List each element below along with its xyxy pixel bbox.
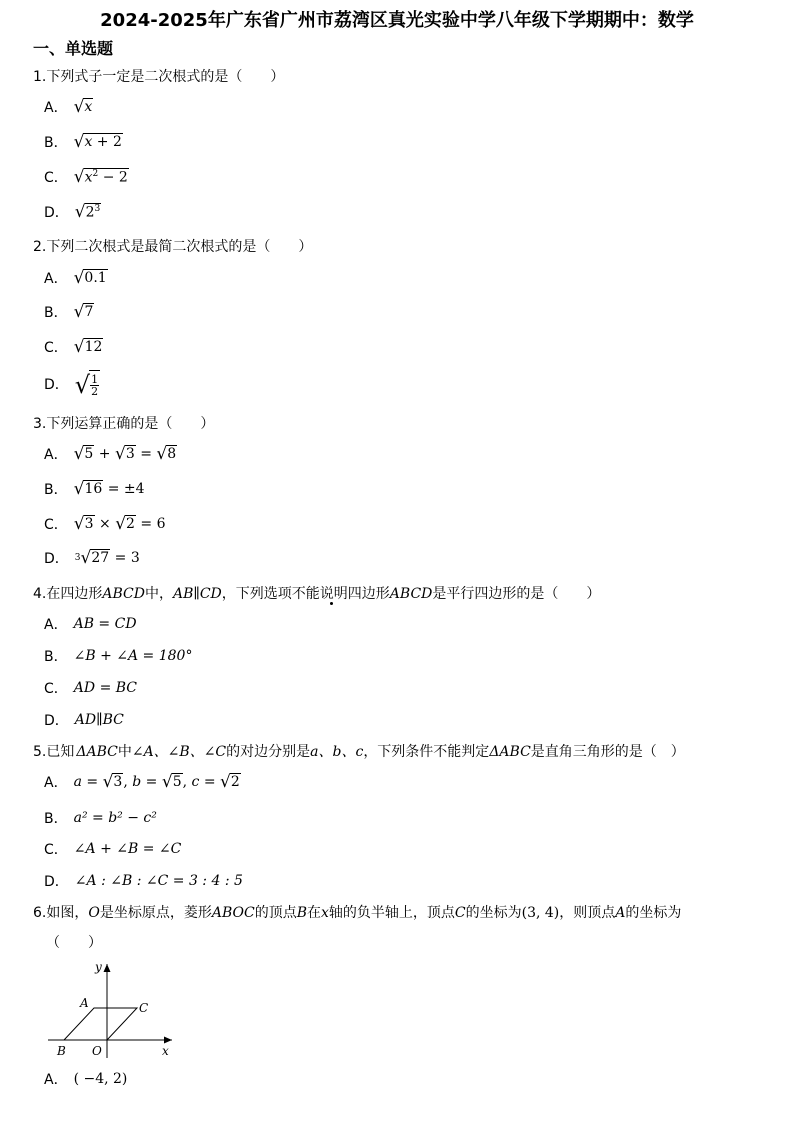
math-expression: (3, 4) (521, 905, 560, 921)
option-label: A． (44, 447, 68, 463)
q3-option-b[interactable] (44, 479, 145, 499)
page-title: 2024-2025年广东省广州市荔湾区真光实验中学八年级下学期期中：数学 (100, 10, 694, 31)
math-expression: √ x (73, 96, 93, 117)
math-expression: ∠A : ∠B : ∠C = 3 : 4 : 5 (74, 873, 243, 889)
y-axis-arrow (104, 964, 111, 972)
option-label: D． (44, 376, 69, 393)
stem-text: 5.已知 (33, 744, 75, 760)
stem-text: 是坐标原点，菱形 (99, 905, 212, 921)
option-label: C． (44, 170, 68, 186)
math-expression: ΔABC (76, 744, 118, 760)
math-expression: √ $x^2 - 2$ (73, 166, 128, 187)
math-expression: √ $2^3$ (74, 201, 101, 222)
option-label: C． (44, 681, 68, 697)
math-expression: O (88, 905, 100, 921)
math-expression: a² = b² − c² (73, 810, 157, 826)
q5-option-b[interactable] (44, 808, 157, 828)
stem-text: ，下列条件不能判定 (363, 744, 490, 760)
stem-text: 轴的负半轴上，顶点 (328, 905, 455, 921)
stem-text: ，则顶点 (559, 905, 616, 921)
option-label: C． (44, 517, 68, 533)
emphasis-dot (330, 602, 333, 605)
section-heading: 一、单选题 (33, 39, 114, 58)
option-label: A． (44, 1072, 68, 1088)
math-expression: √ $\frac{1}{2}$ (74, 371, 99, 399)
stem-text: 4.在四边形 (33, 586, 103, 602)
y-axis-label: y (95, 960, 102, 974)
option-label: D． (44, 713, 69, 729)
q3-option-d[interactable] (44, 548, 140, 568)
q6-option-a[interactable] (44, 1069, 127, 1089)
math-expression: ABOC (211, 905, 255, 921)
option-label: B． (44, 649, 68, 665)
option-label: C． (44, 842, 68, 858)
q4-option-a[interactable] (44, 614, 137, 634)
q1-option-c[interactable] (44, 167, 129, 187)
option-label: C． (44, 340, 68, 356)
math-expression: 3 √ 27 = 3 (74, 547, 140, 568)
question-2-stem: 2.下列二次根式是最简二次根式的是（ ） (33, 239, 313, 255)
stem-text: 的顶点 (254, 905, 297, 921)
stem-text: 是直角三角形的是（ ） (530, 744, 685, 760)
point-o-label: O (92, 1044, 102, 1058)
question-1-stem: 1.下列式子一定是二次根式的是（ ） (33, 69, 285, 85)
q3-option-c[interactable] (44, 514, 166, 534)
option-label: A． (44, 271, 68, 287)
q2-option-b[interactable] (44, 302, 94, 322)
math-expression: B (296, 905, 307, 921)
math-expression: √ x + 2 (73, 131, 122, 152)
stem-text: 中， (144, 586, 173, 602)
option-label: A． (44, 617, 68, 633)
math-expression: √ 7 (73, 301, 94, 322)
q4-option-c[interactable] (44, 678, 137, 698)
rhombus-aboc (64, 1008, 137, 1040)
math-expression: ABCD (389, 586, 433, 602)
stem-text: 中 (117, 744, 132, 760)
q1-option-a[interactable] (44, 97, 93, 117)
q3-option-a[interactable] (44, 444, 177, 464)
option-label: B． (44, 305, 68, 321)
stem-text: 的坐标为 (625, 905, 682, 921)
math-expression: √ 3 × √ 2 = 6 (73, 513, 166, 534)
math-expression: √ 0.1 (73, 267, 107, 288)
math-expression: ABCD (102, 586, 145, 602)
math-expression: ∠B + ∠A = 180° (73, 648, 193, 664)
point-c-label: C (139, 1001, 149, 1015)
q4-option-b[interactable] (44, 646, 192, 666)
option-label: B． (44, 811, 68, 827)
x-axis-arrow (164, 1037, 172, 1044)
q2-option-d[interactable] (44, 370, 100, 397)
q5-option-a[interactable] (44, 772, 241, 792)
option-label: A． (44, 775, 68, 791)
math-expression: AB∥CD (172, 586, 222, 602)
stem-text: 的坐标为 (465, 905, 522, 921)
option-label: A． (44, 100, 68, 116)
q2-option-c[interactable] (44, 337, 103, 357)
stem-text: 是平行四边形的是（ ） (432, 586, 601, 602)
option-label: D． (44, 551, 69, 567)
math-expression: ∠A、∠B、∠C (131, 744, 227, 760)
q1-option-b[interactable] (44, 132, 123, 152)
math-expression: AD∥BC (74, 712, 124, 728)
math-expression: √ 12 (73, 336, 103, 357)
question-5-stem (33, 741, 685, 761)
stem-text: 6.如图， (33, 905, 89, 921)
stem-text: 在 (307, 905, 321, 921)
option-label: D． (44, 205, 69, 221)
math-expression: x (321, 905, 329, 921)
q4-option-d[interactable] (44, 710, 124, 730)
math-expression: √ 5 + √ 3 = √ 8 (73, 443, 177, 464)
math-expression: AB = CD (73, 616, 137, 632)
option-label: B． (44, 482, 68, 498)
x-axis-label: x (162, 1044, 169, 1058)
question-6-paren: （ ） (46, 935, 102, 951)
option-label: D． (44, 874, 69, 890)
math-expression: a、b、c (310, 744, 364, 760)
stem-text: ，下列选项不能说明四边形 (221, 586, 390, 602)
math-expression: ΔABC (489, 744, 531, 760)
math-expression: ( −4, 2) (73, 1071, 128, 1087)
math-expression: a = √ 3 , b = √ 5 , c = √ 2 (73, 771, 240, 792)
point-a-label: A (80, 996, 89, 1010)
question-3-stem: 3.下列运算正确的是（ ） (33, 416, 215, 432)
point-b-label: B (57, 1044, 66, 1058)
stem-text: 的对边分别是 (226, 744, 311, 760)
question-6-stem (33, 902, 681, 922)
question-4-stem (33, 583, 600, 603)
math-expression: √ 16 = ±4 (73, 478, 145, 499)
q1-option-d[interactable] (44, 202, 101, 222)
q5-option-d[interactable] (44, 871, 243, 891)
math-expression: A (615, 905, 626, 921)
rhombus-coordinate-figure (44, 958, 180, 1062)
q2-option-a[interactable] (44, 268, 108, 288)
math-expression: ∠A + ∠B = ∠C (73, 841, 182, 857)
option-label: B． (44, 135, 68, 151)
math-expression: C (454, 905, 466, 921)
q5-option-c[interactable] (44, 839, 181, 859)
math-expression: AD = BC (73, 680, 138, 696)
